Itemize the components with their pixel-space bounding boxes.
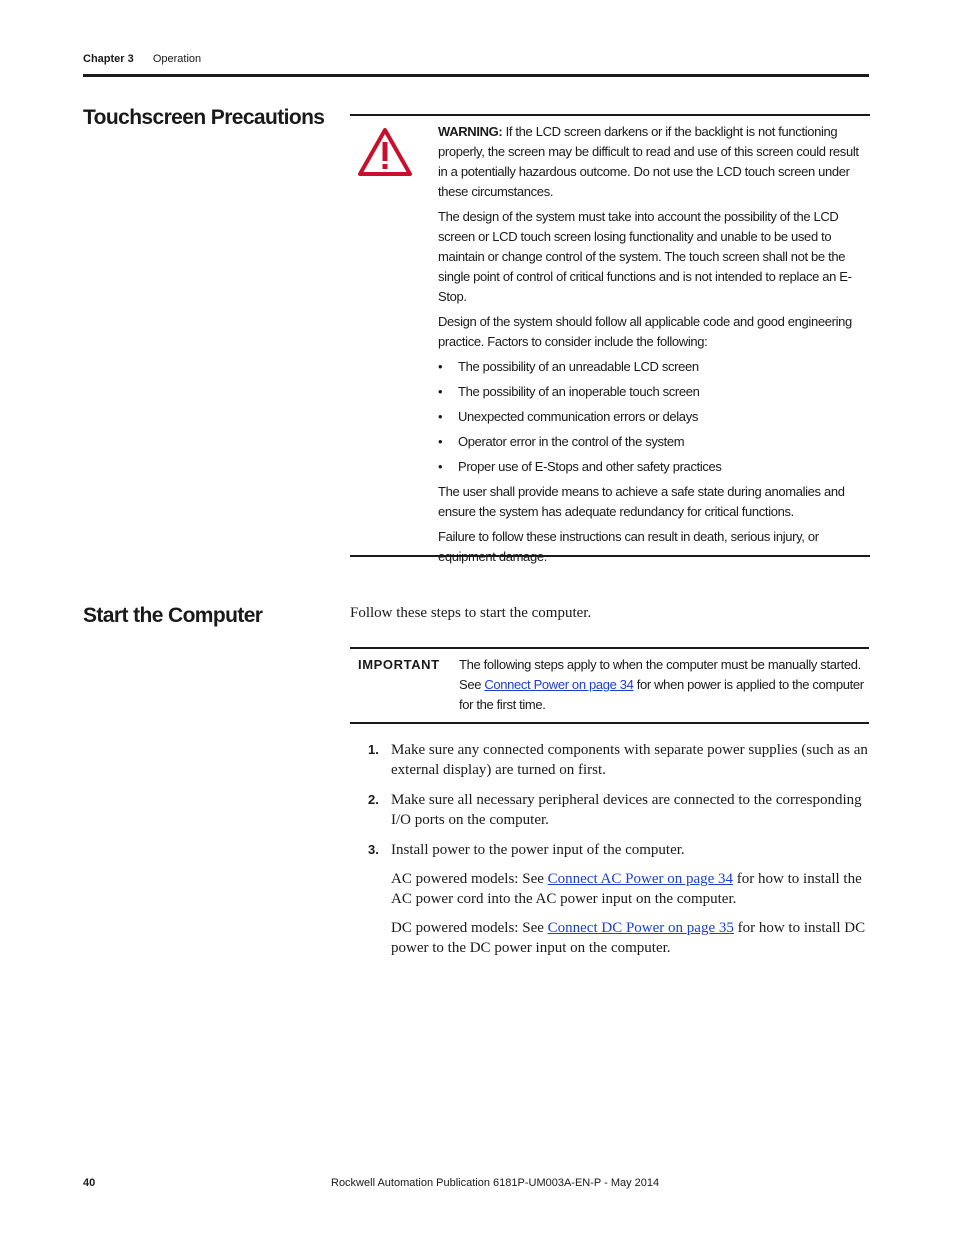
step-2	[368, 790, 870, 830]
list-item: • Operator error in the control of the system	[438, 432, 868, 452]
ac-note-after: for how to install the AC power cord into the AC power input on the computer.	[391, 871, 862, 907]
start-computer-heading: Start the Computer	[83, 604, 263, 627]
step-text: Make sure any connected components with separate power supplies (such as an external display) are turned on first.	[391, 742, 868, 778]
warning-triangle-icon	[358, 128, 412, 176]
warning-lead-paragraph	[438, 122, 868, 202]
list-item: • The possibility of an unreadable LCD screen	[438, 357, 868, 377]
dc-note-before: DC powered models: See	[391, 920, 548, 936]
step-number: 3.	[368, 842, 379, 857]
dc-note-after: for how to install DC power to the DC power input on the computer.	[391, 920, 866, 956]
section-label: Operation	[152, 53, 202, 65]
warning-text	[438, 122, 868, 572]
important-label: IMPORTANT	[358, 657, 440, 672]
warning-label: WARNING:	[438, 124, 503, 139]
list-item: • The possibility of an inoperable touch screen	[438, 382, 868, 402]
list-item: • Unexpected communication errors or delays	[438, 407, 868, 427]
start-steps	[368, 740, 870, 967]
warning-paragraph-5: Failure to follow these instructions can result in death, serious injury, or equipment damage.	[438, 529, 819, 564]
start-intro: Follow these steps to start the computer.	[350, 605, 592, 621]
step-number: 1.	[368, 742, 379, 757]
step-1	[368, 740, 870, 780]
warning-factor-list	[438, 357, 868, 477]
connect-ac-power-link[interactable]: Connect AC Power on page 34	[547, 871, 734, 887]
warning-paragraph-2: The design of the system must take into account the possibility of the LCD screen or LCD touch screen losing functionality and unable to be used to maintain or change control of the system. The touch screen shall not be the single point of control of critical functions and is not intended to replace an E-Stop.	[438, 209, 852, 304]
dc-powered-note	[368, 918, 870, 958]
warning-paragraph-4: The user shall provide means to achieve a safe state during anomalies and ensure the system has adequate redundancy for critical functions.	[438, 484, 845, 519]
header-rule	[83, 74, 869, 77]
important-text-before: The following steps apply to when the computer must be manually started. See	[459, 657, 861, 692]
connect-power-link[interactable]: Connect Power on page 34	[484, 677, 634, 692]
warning-paragraph-3: Design of the system should follow all applicable code and good engineering practice. Factors to consider include the following:	[438, 314, 852, 349]
step-number: 2.	[368, 792, 379, 807]
step-text: Make sure all necessary peripheral devices are connected to the corresponding I/O ports on the computer.	[391, 792, 862, 828]
step-3	[368, 840, 870, 860]
important-text	[459, 655, 867, 715]
page-number: 40	[83, 1177, 96, 1189]
publication-footer: Rockwell Automation Publication 6181P-UM003A-EN-P - May 2014	[331, 1177, 660, 1189]
connect-dc-power-link[interactable]: Connect DC Power on page 35	[547, 920, 734, 936]
step-text: Install power to the power input of the computer.	[391, 842, 685, 858]
ac-note-before: AC powered models: See	[391, 871, 548, 887]
important-text-after: for when power is applied to the computer for the first time.	[459, 677, 864, 712]
page-header	[83, 53, 201, 65]
ac-powered-note	[368, 869, 870, 909]
touchscreen-precautions-heading: Touchscreen Precautions	[83, 106, 325, 129]
chapter-label: Chapter 3	[83, 53, 134, 65]
warning-lead: If the LCD screen darkens or if the backlight is not functioning properly, the screen may be difficult to read and use of this screen could result in a potentially hazardous outcome. Do not use the LCD touch screen under these circumstances.	[438, 124, 859, 199]
warning-box	[350, 114, 870, 564]
list-item: • Proper use of E-Stops and other safety practices	[438, 457, 868, 477]
important-box	[350, 647, 869, 724]
